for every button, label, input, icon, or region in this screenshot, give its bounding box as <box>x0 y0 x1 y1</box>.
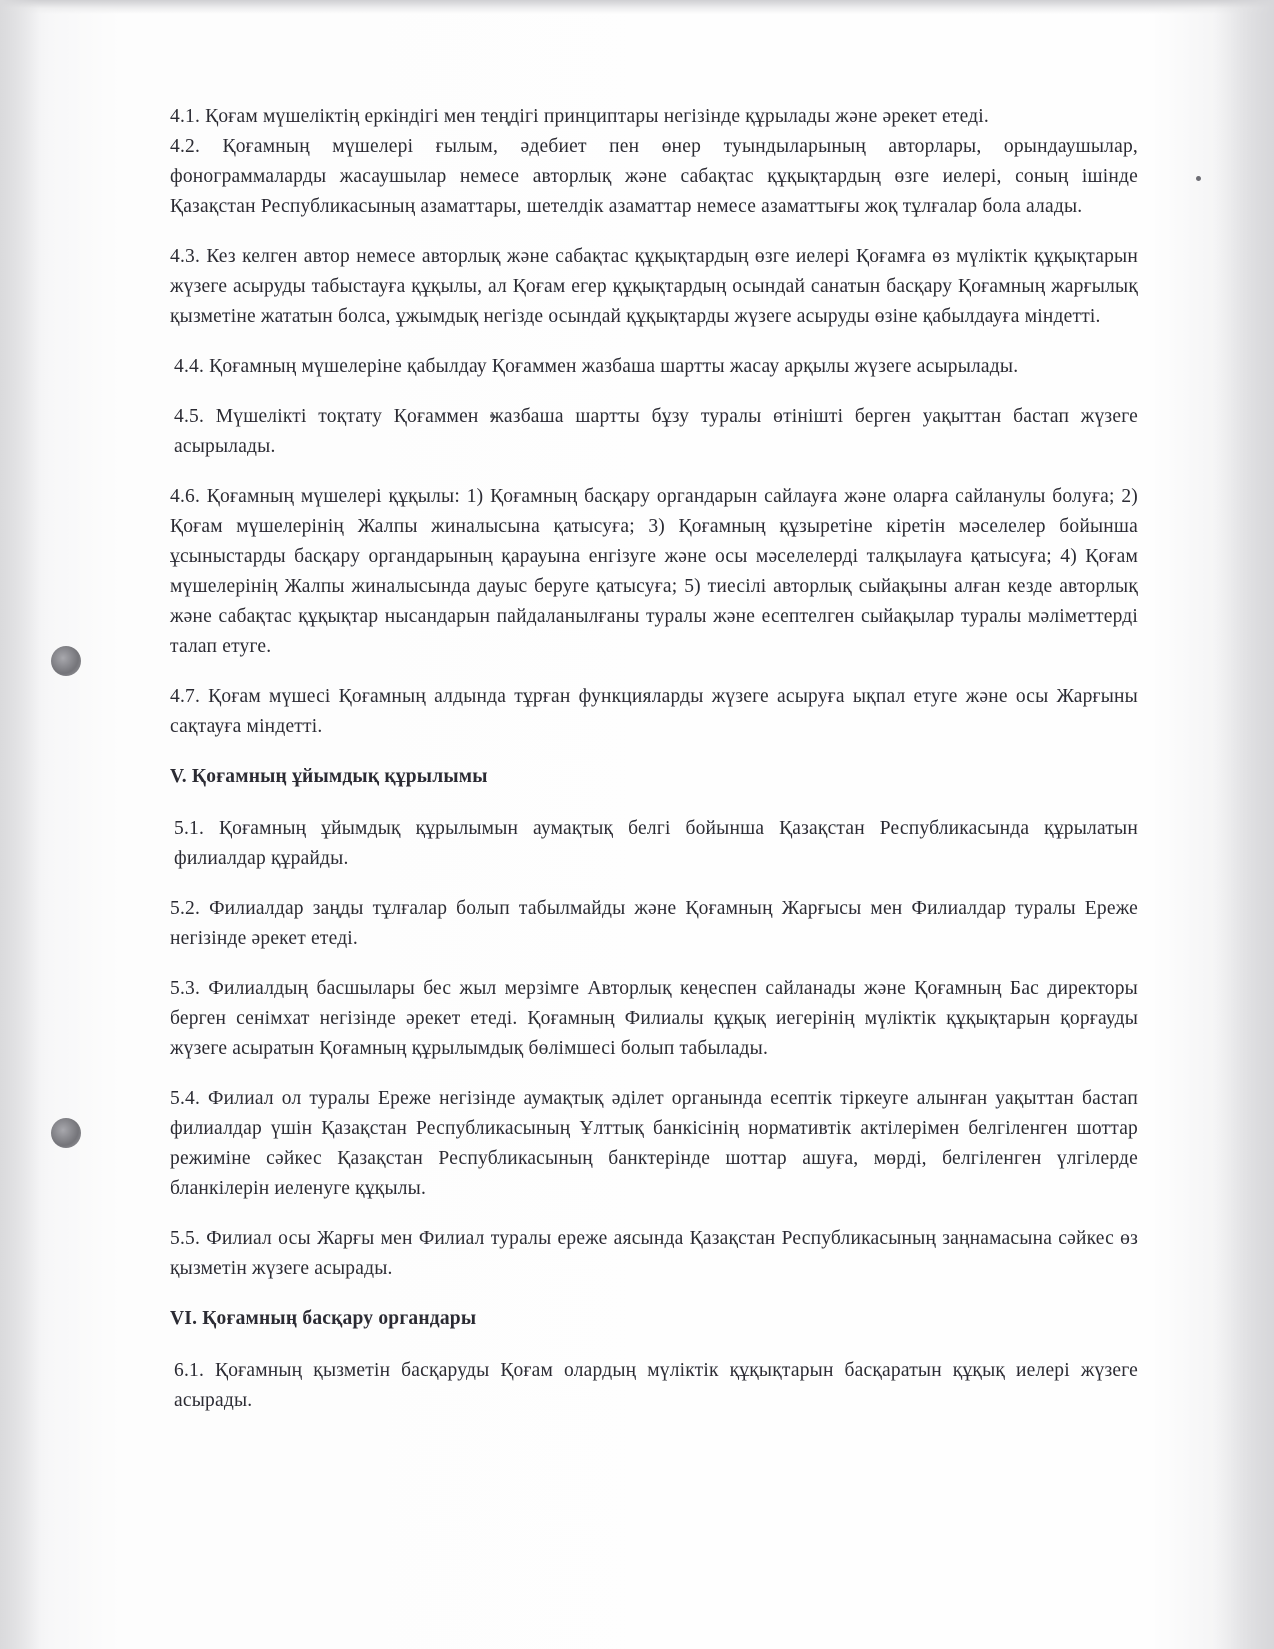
section-heading-6: VI. Қоғамның басқару органдары <box>170 1308 477 1329</box>
paragraph-4-3: 4.3. Кез келген автор немесе авторлық және сабақтас құқықтардың өзге иелері Қоғамға өз мүліктік құқықтарын жүзеге асыруды табыстауға құқылы, ал Қоғам егер құқықтардың осындай санатын басқару Қоғамның жарғылық қызметіне жататын болса, ұжымдық негізде осындай құқықтарды жүзеге асыруды өзіне қабылдауға міндетті. <box>170 246 1138 327</box>
scan-speck <box>1196 176 1201 181</box>
paragraph-4-5: 4.5. Мүшелікті тоқтату Қоғаммен жазбаша шартты бұзу туралы өтінішті берген уақыттан бастап жүзеге асырылады. <box>174 406 1138 457</box>
paragraph-4-6: 4.6. Қоғамның мүшелері құқылы: 1) Қоғамның басқару органдарын сайлауға және оларға сайланулы болуға; 2) Қоғам мүшелерінің Жалпы жиналысына қатысуға; 3) Қоғамның құзыретіне кіретін мәселелер бойынша ұсыныстарды басқару органдарының қарауына енгізуге және осы мәселелерді талқылауға қатысуға; 4) Қоғам мүшелерінің Жалпы жиналысында дауыс беруге қатысуға; 5) тиесілі авторлық сыйақыны алған кезде авторлық және сабақтас құқықтар нысандарын пайдаланылғаны туралы және есептелген сыйақылар туралы мәліметтерді талап етуге. <box>170 486 1138 657</box>
right-page-shadow <box>1214 0 1274 1649</box>
paragraph-5-3: 5.3. Филиалдың басшылары бес жыл мерзімге Авторлық кеңеспен сайланады және Қоғамның Бас директоры берген сенімхат негізінде әрекет етеді. Қоғамның Филиалы құқық иегерінің мүліктік құқықтарын қорғауды жүзеге асыратын Қоғамның құрылымдық бөлімшесі болып табылады. <box>170 978 1138 1059</box>
paragraph-4-7: 4.7. Қоғам мүшесі Қоғамның алдында тұрған функцияларды жүзеге асыруға ықпал етуге және осы Жарғыны сақтауға міндетті. <box>170 686 1138 737</box>
punch-hole-lower <box>51 1118 81 1148</box>
paragraph-6-1: 6.1. Қоғамның қызметін басқаруды Қоғам олардың мүліктік құқықтарын басқаратын құқық иелері жүзеге асырады. <box>174 1360 1138 1411</box>
paragraph-4-2: 4.2. Қоғамның мүшелері ғылым, әдебиет пен өнер туындыларының авторлары, орындаушылар, фонограммаларды жасаушылар немесе авторлық және сабақтас құқықтардың өзге иелері, соның ішінде Қазақстан Республикасының азаматтары, шетелдік азаматтар немесе азаматтығы жоқ тұлғалар бола алады. <box>170 136 1138 217</box>
paragraph-5-2: 5.2. Филиалдар заңды тұлғалар болып табылмайды және Қоғамның Жарғысы мен Филиалдар туралы Ереже негізінде әрекет етеді. <box>170 898 1138 949</box>
document-body <box>170 102 1138 1436</box>
paragraph-5-5: 5.5. Филиал осы Жарғы мен Филиал туралы ереже аясында Қазақстан Республикасының заңнамасына сәйкес өз қызметін жүзеге асырады. <box>170 1228 1138 1279</box>
punch-hole-upper <box>51 646 81 676</box>
paragraph-5-4: 5.4. Филиал ол туралы Ереже негізінде аумақтық әділет органында есептік тіркеуге алынған уақыттан бастап филиалдар үшін Қазақстан Республикасының Ұлттық банкісінің нормативтік актілерімен белгіленген шоттар режиміне сәйкес Қазақстан Республикасының банктерінде шоттар ашуға, мөрді, белгіленген үлгілерде бланкілерін иеленуге құқылы. <box>170 1088 1138 1199</box>
paragraph-4-1: 4.1. Қоғам мүшеліктің еркіндігі мен теңдігі принциптары негізінде құрылады және әрекет етеді. <box>170 106 989 127</box>
left-page-shadow <box>0 0 40 1649</box>
paragraph-5-1: 5.1. Қоғамның ұйымдық құрылымын аумақтық белгі бойынша Қазақстан Республикасында құрылатын филиалдар құрайды. <box>174 818 1138 869</box>
section-heading-5: V. Қоғамның ұйымдық құрылымы <box>170 766 488 787</box>
paragraph-4-4: 4.4. Қоғамның мүшелеріне қабылдау Қоғаммен жазбаша шартты жасау арқылы жүзеге асырылады. <box>174 356 1019 377</box>
page-top-edge <box>0 0 1274 14</box>
